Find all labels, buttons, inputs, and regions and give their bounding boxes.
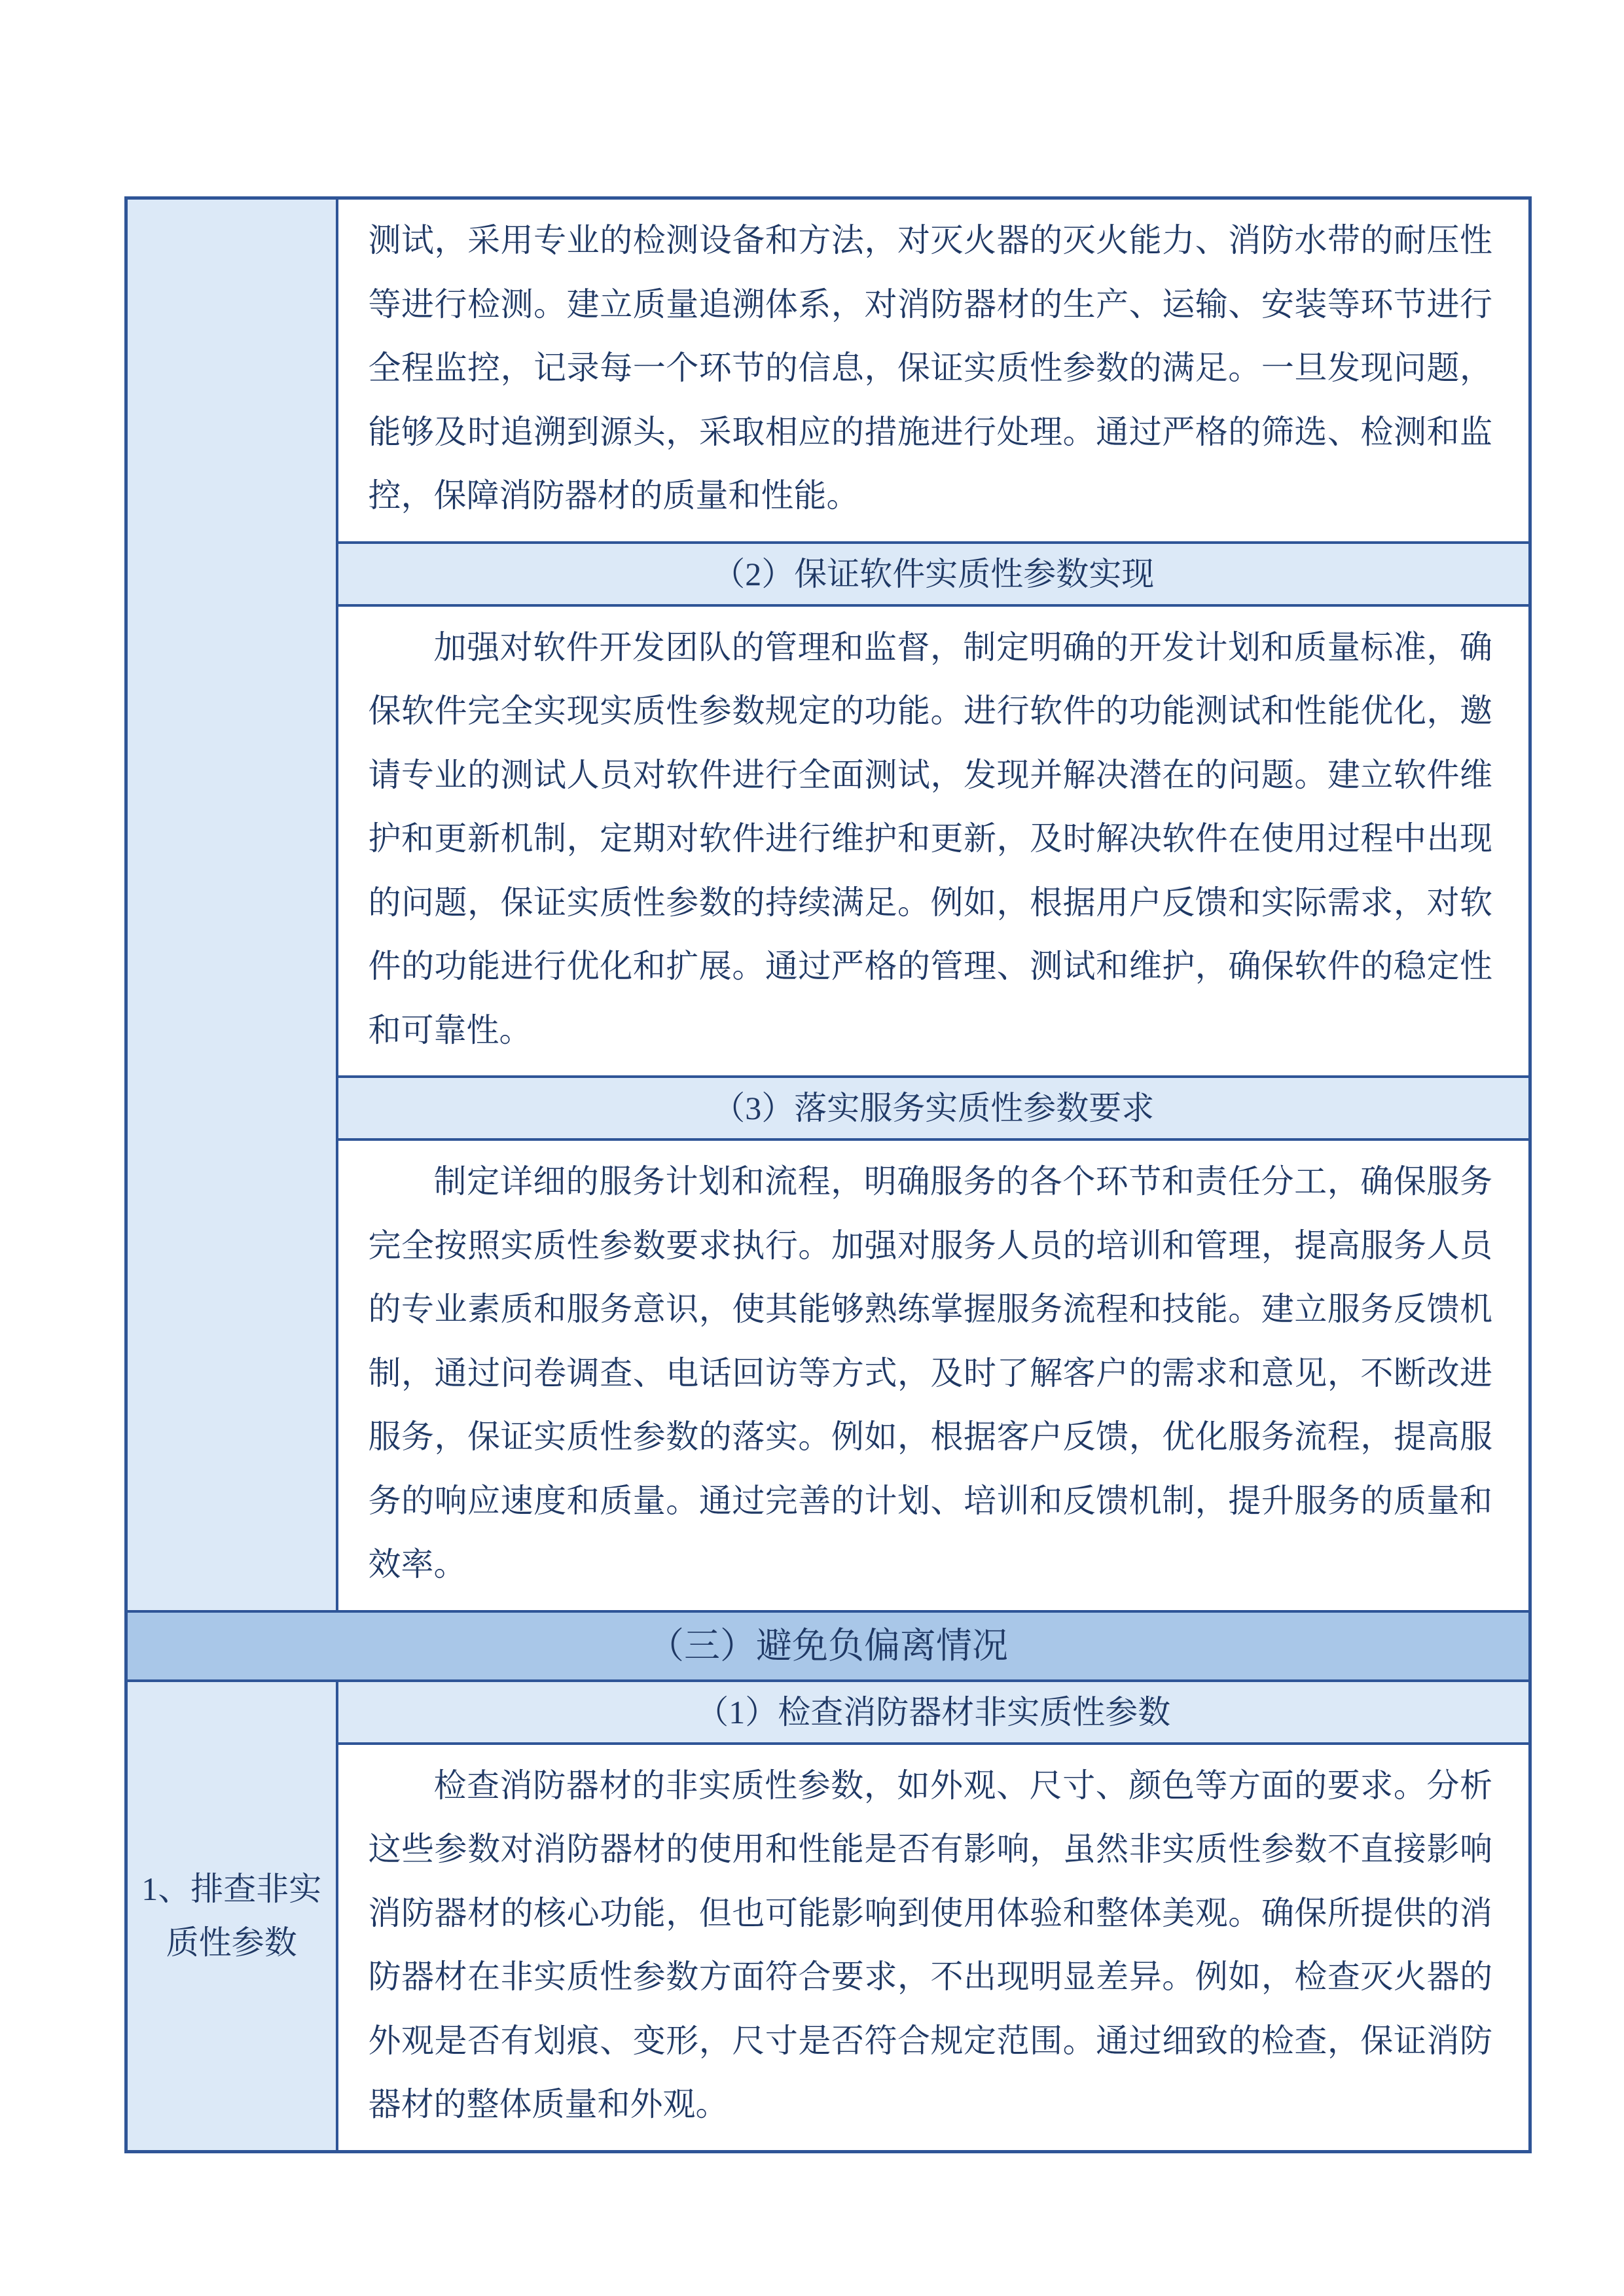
table-row [126, 605, 1530, 1077]
table-row [126, 1744, 1530, 2152]
paragraph-service-substantive-params: 制定详细的服务计划和流程，明确服务的各个环节和责任分工，确保服务完全按照实质性参数要求执行。加强对服务人员的培训和管理，提高服务人员的专业素质和服务意识，使其能够熟练掌握服务流程和技能。建立服务反馈机制，通过问卷调查、电话回访等方式，及时了解客户的需求和意见，不断改进服务，保证实质性参数的落实。例如，根据客户反馈，优化服务流程，提高服务的响应速度和质量。通过完善的计划、培训和反馈机制，提升服务的质量和效率。 [368, 1163, 1492, 1583]
table-row [126, 1611, 1530, 1681]
table-row [126, 198, 1530, 543]
subheader-inspect-fire-equipment-nonsubstantive: （1）检查消防器材非实质性参数 [337, 1681, 1530, 1744]
section-header-negative-deviation: （三）避免负偏离情况 [126, 1611, 1530, 1681]
table-row [126, 1681, 1530, 1744]
paragraph-hardware-quality-continuation: 测试，采用专业的检测设备和方法，对灭火器的灭火能力、消防水带的耐压性等进行检测。建立质量追溯体系，对消防器材的生产、运输、安装等环节进行全程监控，记录每一个环节的信息，保证实质性参数的满足。一旦发现问题，能够及时追溯到源头，采取相应的措施进行处理。通过严格的筛选、检测和监控，保障消防器材的质量和性能。 [368, 222, 1492, 514]
paragraph-cell-service [337, 1139, 1530, 1611]
bid-response-table [124, 196, 1532, 2153]
row-label-nonsubstantive-params: 1、排查非实质性参数 [126, 1681, 337, 2152]
subheader-service-substantive-params: （3）落实服务实质性参数要求 [337, 1077, 1530, 1139]
paragraph-cell-hardware-quality [337, 198, 1530, 543]
paragraph-software-substantive-params: 加强对软件开发团队的管理和监督，制定明确的开发计划和质量标准，确保软件完全实现实质性参数规定的功能。进行软件的功能测试和性能优化，邀请专业的测试人员对软件进行全面测试，发现并解决潜在的问题。建立软件维护和更新机制，定期对软件进行维护和更新，及时解决软件在使用过程中出现的问题，保证实质性参数的持续满足。例如，根据用户反馈和实际需求，对软件的功能进行优化和扩展。通过严格的管理、测试和维护，确保软件的稳定性和可靠性。 [368, 628, 1492, 1049]
table-row [126, 1077, 1530, 1139]
paragraph-cell-software [337, 605, 1530, 1077]
paragraph-inspect-nonsubstantive-params: 检查消防器材的非实质性参数，如外观、尺寸、颜色等方面的要求。分析这些参数对消防器材的使用和性能是否有影响，虽然非实质性参数不直接影响消防器材的核心功能，但也可能影响到使用体验和整体美观。确保所提供的消防器材在非实质性参数方面符合要求，不出现明显差异。例如，检查灭火器的外观是否有划痕、变形，尺寸是否符合规定范围。通过细致的检查，保证消防器材的整体质量和外观。 [368, 1767, 1492, 2123]
table-row [126, 1139, 1530, 1611]
subheader-software-substantive-params: （2）保证软件实质性参数实现 [337, 543, 1530, 605]
table-row [126, 543, 1530, 605]
paragraph-cell-inspect [337, 1744, 1530, 2152]
left-spacer-cell [126, 198, 337, 1611]
